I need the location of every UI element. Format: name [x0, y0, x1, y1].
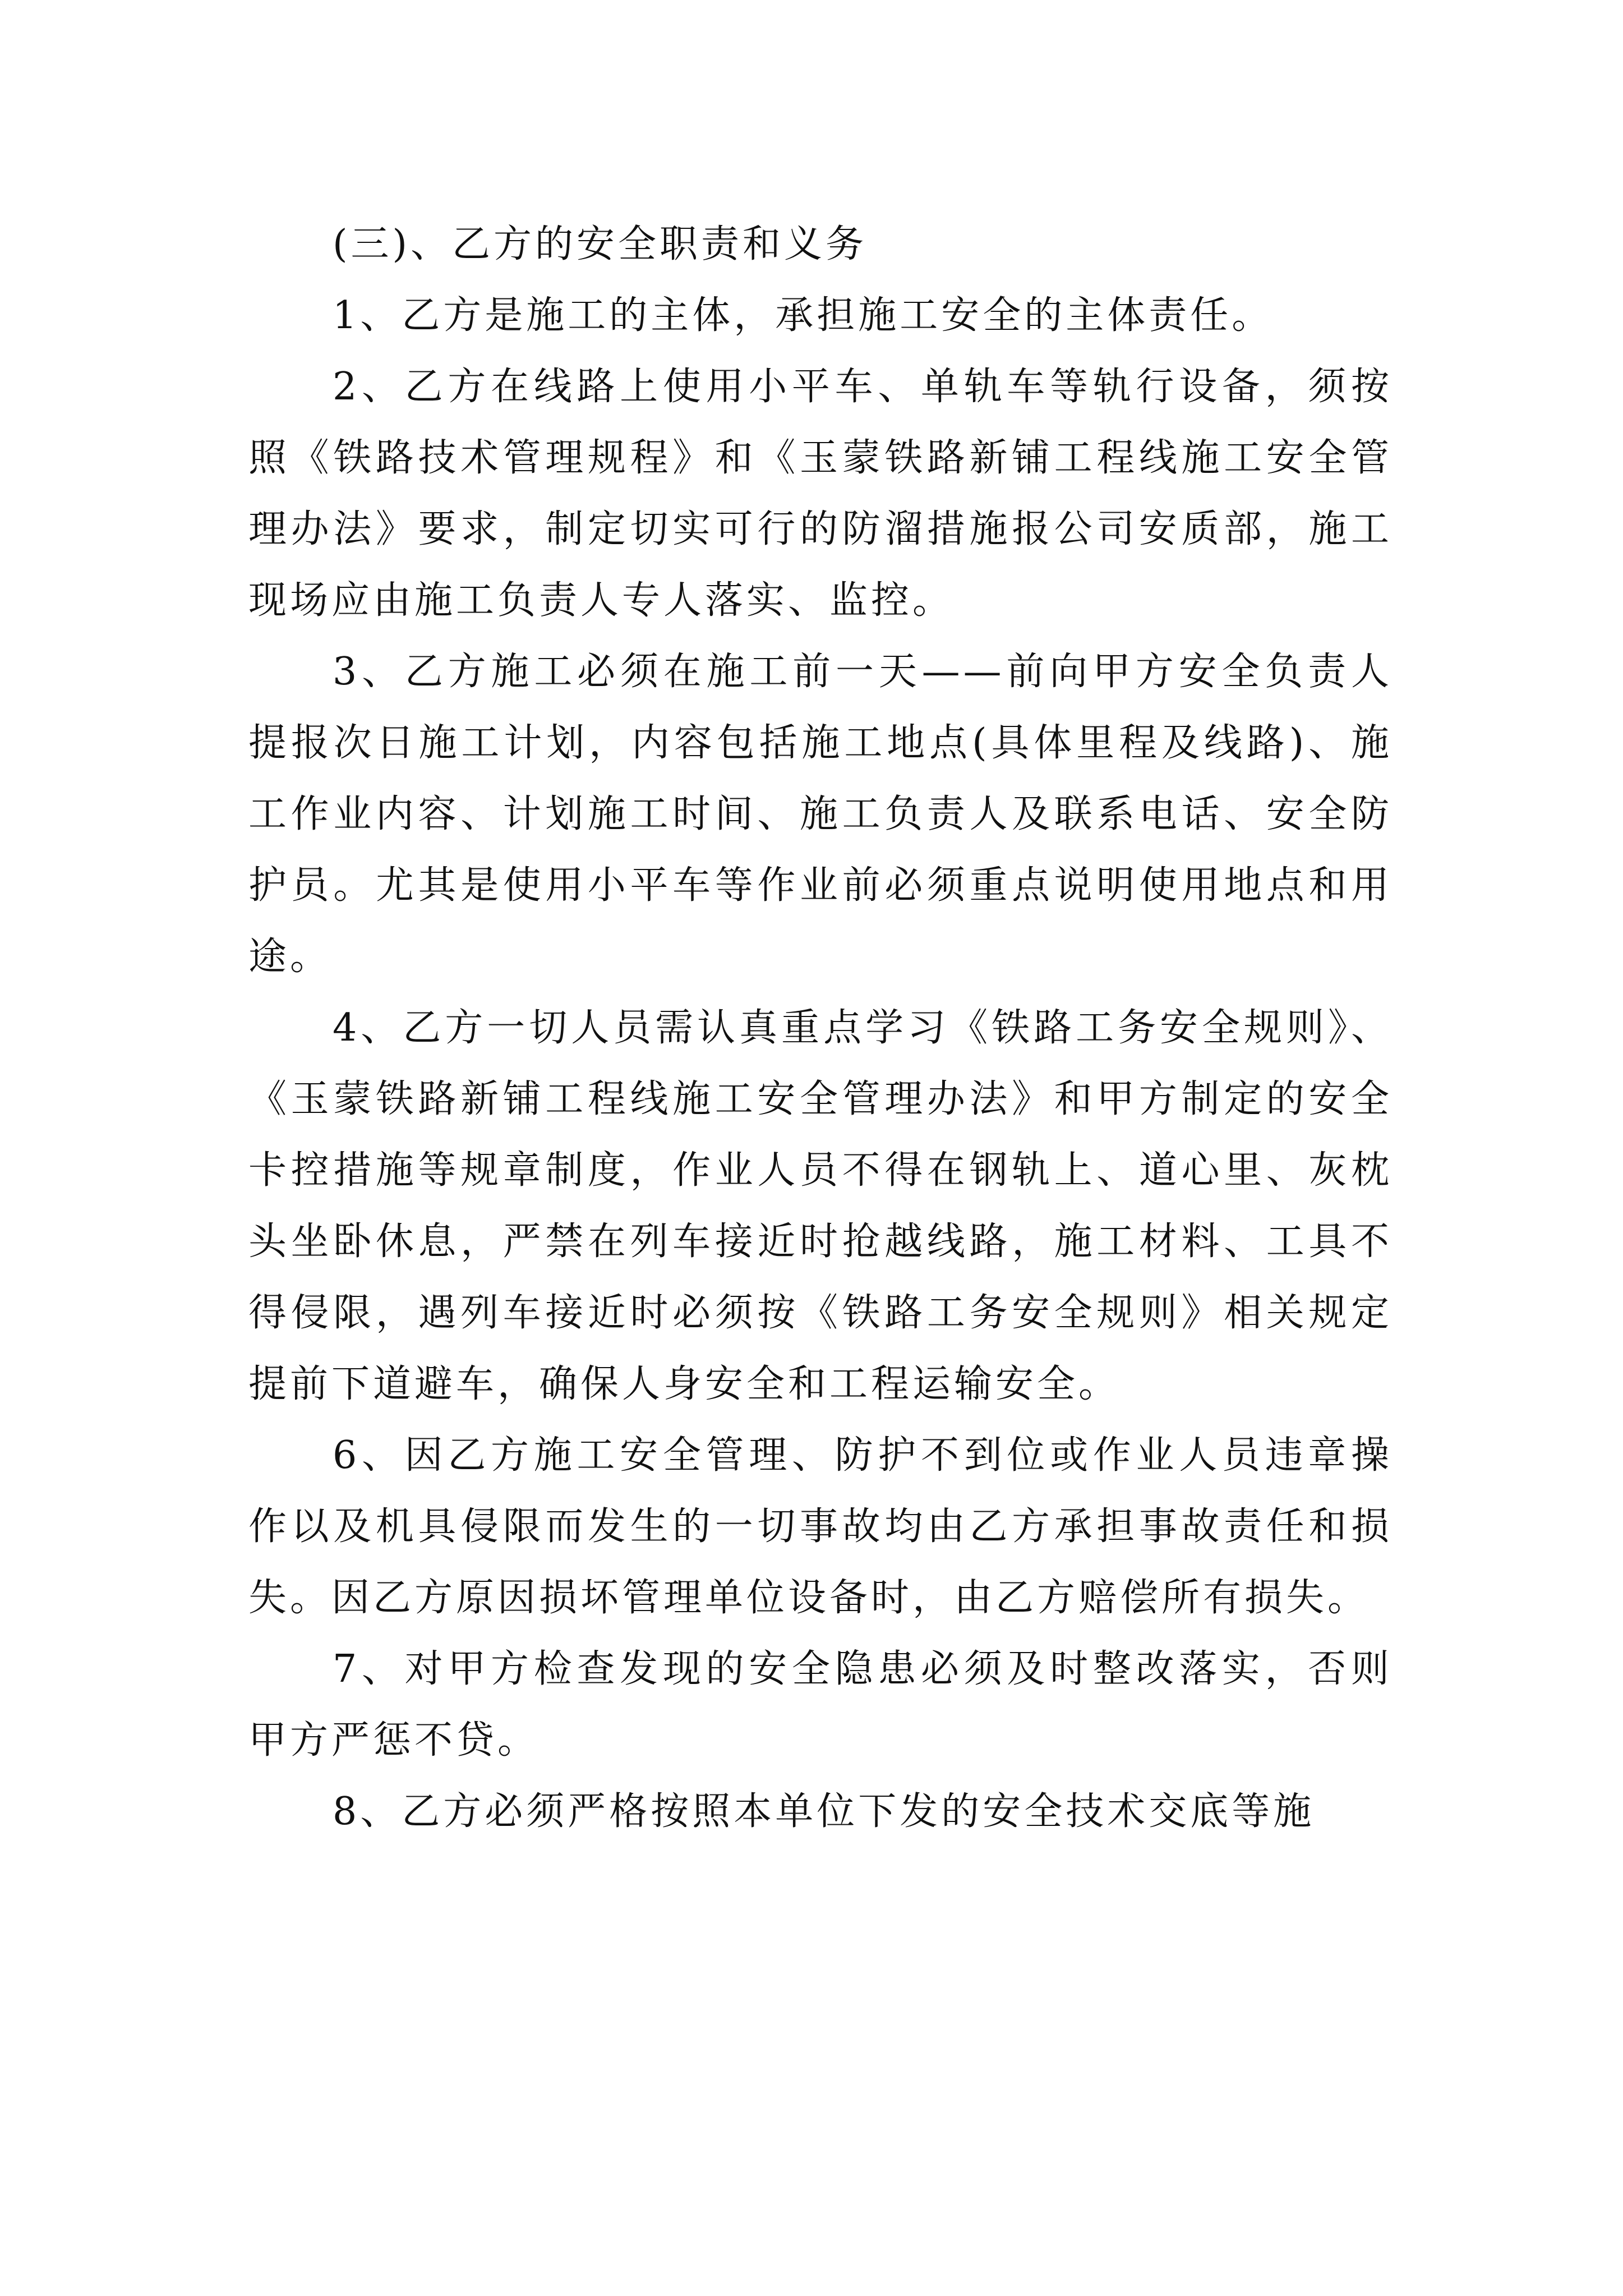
paragraph-4: 4、乙方一切人员需认真重点学习《铁路工务安全规则》、《玉蒙铁路新铺工程线施工安全管理办法》和甲方制定的安全卡控措施等规章制度，作业人员不得在钢轨上、道心里、灰枕头坐卧休息，严禁在列车接近时抢越线路，施工材料、工具不得侵限，遇列车接近时必须按《铁路工务安全规则》相关规定提前下道避车，确保人身安全和工程运输安全。: [248, 1006, 1393, 1406]
paragraph-8: 8、乙方必须严格按照本单位下发的安全技术交底等施: [333, 1789, 1315, 1834]
paragraph-6: 6、因乙方施工安全管理、防护不到位或作业人员违章操作以及机具侵限而发生的一切事故均由乙方承担事故责任和损失。因乙方原因损坏管理单位设备时，由乙方赔偿所有损失。: [248, 1433, 1393, 1620]
section-heading: (三)、乙方的安全职责和义务: [333, 222, 868, 266]
paragraph-3: 3、乙方施工必须在施工前一天——前向甲方安全负责人提报次日施工计划，内容包括施工地点(具体里程及线路)、施工作业内容、计划施工时间、施工负责人及联系电话、安全防护员。尤其是使用小平车等作业前必须重点说明使用地点和用途。: [248, 650, 1393, 979]
paragraph-1: 1、乙方是施工的主体，承担施工安全的主体责任。: [333, 293, 1274, 338]
document-body: [248, 209, 1393, 1847]
paragraph-7: 7、对甲方检查发现的安全隐患必须及时整改落实，否则甲方严惩不贷。: [248, 1647, 1393, 1763]
paragraph-2: 2、乙方在线路上使用小平车、单轨车等轨行设备，须按照《铁路技术管理规程》和《玉蒙铁路新铺工程线施工安全管理办法》要求，制定切实可行的防溜措施报公司安质部，施工现场应由施工负责人专人落实、监控。: [248, 365, 1393, 623]
